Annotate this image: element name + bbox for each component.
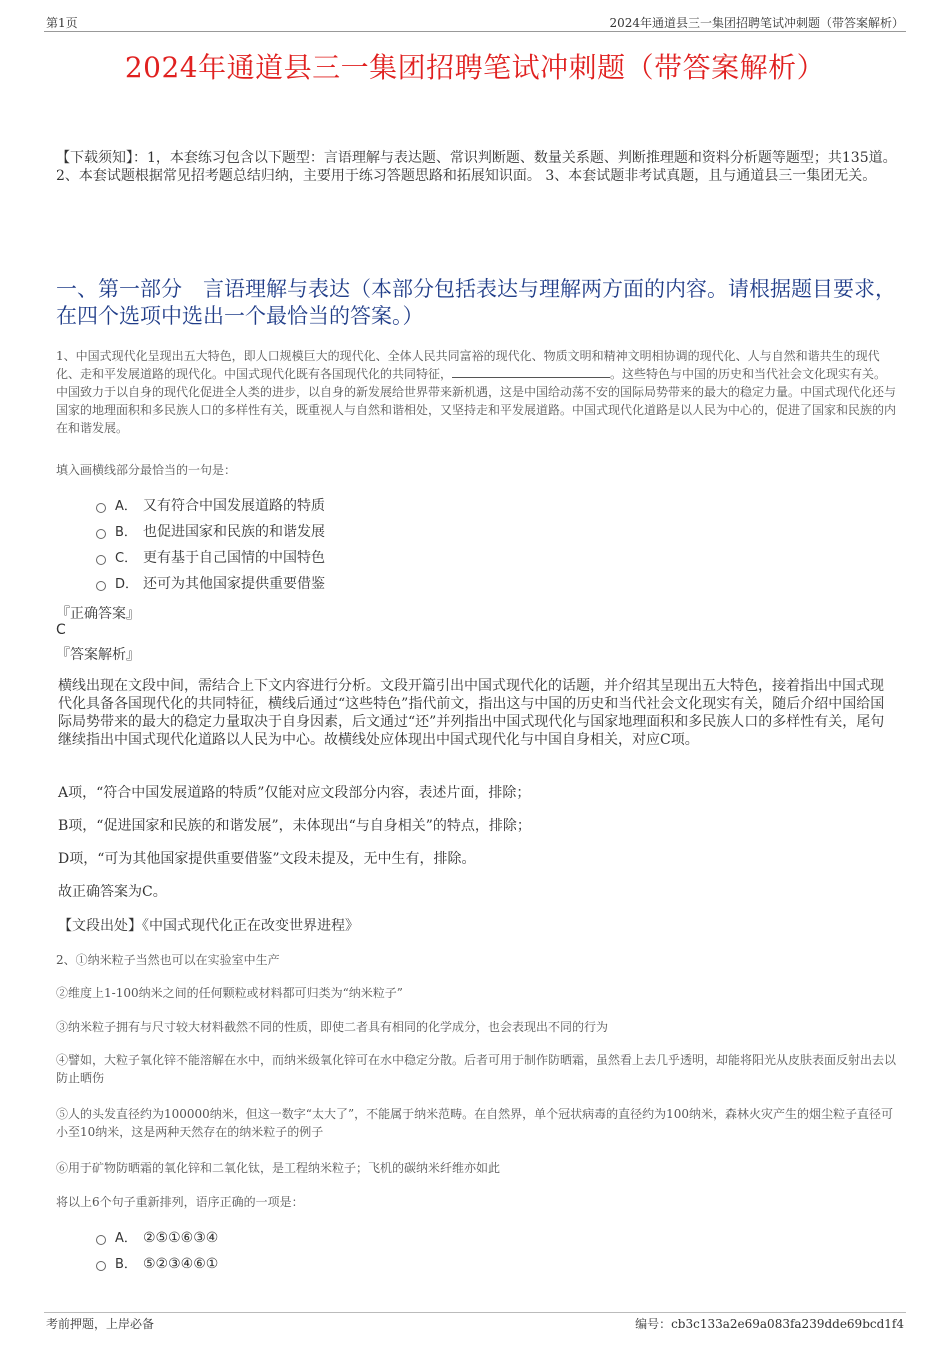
question-2-sentence-6: ⑥用于矿物防晒霜的氧化锌和二氧化钛，是工程纳米粒子；飞机的碳纳米纤维亦如此 [56,1161,501,1175]
download-notice: 【下载须知】：1，本套练习包含以下题型：言语理解与表达题、常识判断题、数量关系题、判断推理题和资料分析题等题型；共135道。 2、本套试题根据常见招考题总结归纳，主要用于练习答题思路和拓展知识面。 3、本套试题非考试真题，且与通道县三一集团无关。 [56,150,897,184]
option-b[interactable]: B． ⑤②③④⑥① [96,1253,218,1275]
option-a[interactable]: A． 又有符合中国发展道路的特质 [96,495,325,517]
question-2-sentence-2: ②维度上1-100纳米之间的任何颗粒或材料都可归类为“纳米粒子” [56,986,403,1000]
question-2-sentence-4: ④譬如，大粒子氧化锌不能溶解在水中，而纳米级氧化锌可在水中稳定分散。后者可用于制作防晒霜，虽然看上去几乎透明，却能将阳光从皮肤表面反射出去以防止晒伤 [56,1053,897,1085]
analysis-conclusion: 故正确答案为C。 [58,884,167,900]
analysis-label: 『答案解析』 [56,647,140,663]
analysis-paragraph: 横线出现在文段中间，需结合上下文内容进行分析。文段开篇引出中国式现代化的话题，并介绍其呈现出五大特色，接着指出中国式现代化具备各国现代化的共同特征，横线后通过“这些特色”指代前文，指出这与中国的历史和当代社会文化现实有关，随后介绍中国给国际局势带来的最大的稳定力量取决于自身因素，后文通过“还”并列指出中国式现代化与国家地理面积和多民族人口的多样性有关，尾句继续指出中国式现代化道路以人民为中心。故横线处应体现出中国式现代化与中国自身相关，对应C项。 [58,678,885,748]
analysis-option-a: A项，“符合中国发展道路的特质”仅能对应文段部分内容，表述片面，排除； [58,785,531,801]
header-divider [44,31,906,32]
section-title: 一、第一部分 言语理解与表达（本部分包括表达与理解两方面的内容。请根据题目要求，在四个选项中选出一个最恰当的答案。） [56,277,896,328]
question-2-sentence-1: 2、①纳米粒子当然也可以在实验室中生产 [56,953,280,967]
analysis-option-d: D项，“可为其他国家提供重要借鉴”文段未提及，无中生有，排除。 [58,851,476,867]
question-1-text [56,347,896,437]
answer-label: 『正确答案』 [56,606,140,622]
radio-icon[interactable] [96,1261,106,1271]
question-1-text-before: 1、中国式现代化呈现出五大特色，即人口规模巨大的现代化、全体人民共同富裕的现代化、物质文明和精神文明相协调的现代化、人与自然和谐共生的现代化、走和平发展道路的现代化。中国式现代化既有各国现代化的共同特征， [56,349,880,381]
radio-icon[interactable] [96,555,106,565]
question-1-text-after: 。这些特色与中国的历史和当代社会文化现实有关。中国致力于以自身的现代化促进全人类的进步，以自身的新发展给世界带来新机遇，这是中国给动荡不安的国际局势带来的最大的稳定力量。中国式现代化还与国家的地理面积和多民族人口的多样性有关，既重视人与自然和谐相处，又坚持走和平发展道路。中国式现代化道路是以人民为中心的，促进了国家和民族的内在和谐发展。 [56,367,897,435]
option-c[interactable]: C． 更有基于自己国情的中国特色 [96,547,325,569]
footer-doc-id: 编号：cb3c133a2e69a083fa239dde69bcd1f4 [635,1317,904,1331]
page-number: 第1页 [46,16,78,30]
question-1-prompt: 填入画横线部分最恰当的一句是： [56,463,237,477]
radio-icon[interactable] [96,581,106,591]
question-2-prompt: 将以上6个句子重新排列，语序正确的一项是： [56,1195,304,1209]
page-title: 2024年通道县三一集团招聘笔试冲刺题（带答案解析） [124,51,826,84]
radio-icon[interactable] [96,529,106,539]
fill-blank [452,366,610,378]
analysis-option-b: B项，“促进国家和民族的和谐发展”，未体现出“与自身相关”的特点，排除； [58,818,531,834]
footer-divider [44,1312,906,1313]
option-a[interactable]: A． ②⑤①⑥③④ [96,1227,218,1249]
radio-icon[interactable] [96,1235,106,1245]
radio-icon[interactable] [96,503,106,513]
header-doc-title: 2024年通道县三一集团招聘笔试冲刺题（带答案解析） [609,16,904,30]
answer-value: C [56,622,66,638]
option-b[interactable]: B． 也促进国家和民族的和谐发展 [96,521,325,543]
option-d[interactable]: D． 还可为其他国家提供重要借鉴 [96,573,325,595]
question-2-sentence-3: ③纳米粒子拥有与尺寸较大材料截然不同的性质，即使二者具有相同的化学成分，也会表现出不同的行为 [56,1020,609,1034]
question-2-sentence-5: ⑤人的头发直径约为100000纳米，但这一数字“太大了”，不能属于纳米范畴。在自然界，单个冠状病毒的直径约为100纳米，森林火灾产生的烟尘粒子直径可小至10纳米，这是两种天然存在的纳米粒子的例子 [56,1107,893,1139]
footer-slogan: 考前押题，上岸必备 [46,1317,155,1331]
text-source: 【文段出处】《中国式现代化正在改变世界进程》 [58,918,359,934]
